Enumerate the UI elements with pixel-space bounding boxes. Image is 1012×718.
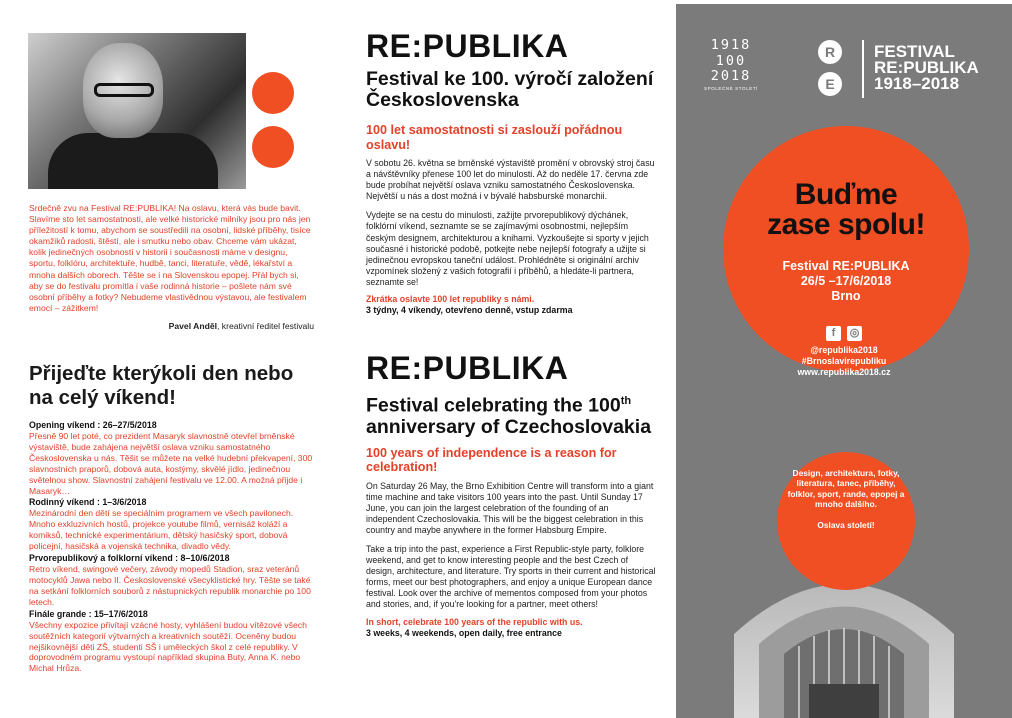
visit-heading: Přijeďte kterýkoli den nebo na celý víkend! bbox=[29, 362, 294, 409]
short-bold-cz: 3 týdny, 4 víkendy, otevřeno denně, vstup zdarma bbox=[366, 305, 573, 316]
short-red-cz: Zkrátka oslavte 100 let republiky s námi. bbox=[366, 294, 535, 305]
years-logo: 1918 100 2018 SPOLEČNÉ STOLETÍ bbox=[703, 37, 759, 91]
red-heading-cz: 100 let samostatnosti si zaslouží pořádnou oslavu! bbox=[366, 123, 623, 152]
english-section bbox=[366, 350, 658, 639]
program-text: Design, architektura, fotky, literatura, tanec, příběhy, folklor, sport, rande, epopej a mnoho dalšího. Oslava století! bbox=[785, 468, 907, 530]
paragraph-en-2: Take a trip into the past, experience a First Republic-style party, folklore weekend, and get to know interesting people and the best Czech of design, architecture, and literature. Try sports in their current and historical forms, meet our best photographers, and enjoy a unique European dance festival. Look over the archive of mementos composed from your photos and stories, and, if you're looking for a partner, meet others! bbox=[366, 543, 656, 610]
website-link[interactable]: www.republika2018.cz bbox=[797, 367, 891, 377]
social-block bbox=[676, 326, 1012, 378]
schedule-item bbox=[29, 553, 315, 608]
social-hashtag: #Brnoslavirepubliku bbox=[801, 356, 887, 366]
schedule-title: Prvorepublikový a folklorní víkend : 8–10/6/2018 bbox=[29, 553, 230, 564]
short-red-en: In short, celebrate 100 years of the republic with us. bbox=[366, 616, 583, 627]
decor-dot-top bbox=[252, 72, 294, 114]
poster-panel bbox=[676, 4, 1012, 718]
czech-section bbox=[366, 28, 658, 316]
festival-title: FESTIVAL RE:PUBLIKA 1918–2018 bbox=[874, 42, 979, 93]
instagram-icon[interactable]: ◎ bbox=[847, 326, 862, 341]
schedule-title: Opening víkend : 26–27/5/2018 bbox=[29, 420, 157, 430]
program-circle bbox=[777, 452, 915, 590]
facebook-icon[interactable]: f bbox=[826, 326, 841, 341]
red-heading-en: 100 years of independence is a reason for celebration! bbox=[366, 445, 617, 474]
schedule-text: Retro víkend, swingové večery, závody mopedů Stadion, sraz veteránů motocyklů Jawa nebo II. Československé všecyklistické hry. Těšte se také na setkání folklorních souborů z nástupnických republik monarchie po 100 letech. bbox=[29, 564, 311, 607]
paragraph-en-1: On Saturday 26 May, the Brno Exhibition Centre will transform into a giant time machine and take visitors 100 years into the past. Until Sunday 17 June, you can join the largest celebration of the founding of an independent Czechoslovakia. This will be the biggest celebration in this country and maybe anywhere in the former Habsburg Empire. bbox=[366, 480, 654, 535]
brand-title-en: RE:PUBLIKA bbox=[366, 350, 569, 386]
short-bold-en: 3 weeks, 4 weekends, open daily, free entrance bbox=[366, 627, 562, 638]
schedule-title: Rodinný víkend : 1–3/6/2018 bbox=[29, 497, 147, 508]
schedule-item bbox=[29, 420, 315, 496]
schedule-text: Všechny expozice přivítají vzácné hosty, vyhlášení budou vítězové všech soutěžních kategorií výtvarných a kreativních soutěží. Oceněny budou nejšikovnější děti ZŠ, studenti SŠ i uměleckých škol z celé republiky. V doprovodném programu vystoupí například skupina Buty, Anna K. nebo Michal Hrůza. bbox=[29, 619, 307, 674]
intro-text: Srdečně zvu na Festival RE:PUBLIKA! Na oslavu, která vás bude bavit. Slavíme sto let samostatnosti, ale velké historické milníky jsou pro nás jen příležitostí k tomu, abychom se soustředili na osobní, lidské příběhy, tisíce okamžiků radosti, štěstí, ale i smutku nebo obav. Chceme vám ukázat, kolik jedinečných osobností v historii i současnosti máme v designu, sportu, folklóru, architektuře, hudbě, tanci, literatuře, vědě, lékařství a mnoha dalších oborech. Těšte se i na Slovenskou epopej. Přál bych si, aby se do festivalu promítla i vaše rodinná historie – pošlete nám své osobní příběhy a fotky? Nebudeme vlastivědnou výstavou, ale festivalem emocí – zážitkem! bbox=[29, 203, 311, 313]
subtitle-en: Festival celebrating the 100th anniversary of Czechoslovakia bbox=[366, 394, 652, 438]
signature bbox=[29, 321, 314, 331]
paragraph-cz-1: V sobotu 26. května se brněnské výstaviště promění v obrovský stroj času a návštěvníky přenese 100 let do minulosti. Až do neděle 17. června zde bude probíhat největší oslava vzniku samostatného Československa. Největší u nás a dost možná i v bývalé habsburské monarchii. bbox=[366, 158, 655, 202]
decor-dot-bottom bbox=[252, 126, 294, 168]
logo-divider bbox=[862, 40, 864, 98]
schedule-text: Přesně 90 let poté, co prezident Masaryk slavnostně otevřel brněnské výstaviště, bude zahájena největší oslava vzniku samostatného Československa u nás. Těšit se můžete na velké hudební překvapení, 300 slavnostních praporů, dobová auta, kostýmy, skvělé jídlo, jedinečnou světelnou show. Slavnostní zahájení festivalu ve 12.00. A možná přijde i Masaryk… bbox=[29, 431, 313, 496]
schedule-title: Finále grande : 15–17/6/2018 bbox=[29, 608, 148, 619]
schedule-item bbox=[29, 609, 315, 675]
brand-title-cz: RE:PUBLIKA bbox=[366, 28, 569, 64]
program-cta: Oslava století! bbox=[817, 519, 875, 530]
schedule-list bbox=[29, 420, 315, 675]
re-logo: R E bbox=[818, 40, 842, 104]
signature-name: Pavel Anděl bbox=[168, 321, 218, 331]
social-handle[interactable]: @republika2018 bbox=[810, 345, 878, 355]
festival-info: Festival RE:PUBLIKA 26/5 –17/6/2018 Brno bbox=[782, 259, 910, 303]
signature-role: , kreativní ředitel festivalu bbox=[217, 321, 314, 331]
schedule-text: Mezinárodní den dětí se speciálním programem ve všech pavilonech. Mnoho exkluzivních hostů, projekce youtube filmů, vernisáž koláží a komiksů, technické experimentárium, dětský hasičský sport, dobová policejní, hasičská a vojenská technika, divadlo vědy. bbox=[29, 508, 294, 552]
subtitle-cz: Festival ke 100. výročí založení Československa bbox=[366, 68, 654, 111]
slogan: Buďme zase spolu! bbox=[767, 178, 925, 241]
portrait-photo bbox=[28, 33, 246, 189]
schedule-item bbox=[29, 497, 315, 552]
paragraph-cz-2: Vydejte se na cestu do minulosti, zažijte prvorepublikový dýchánek, folklórní víkend, seznamte se se zajímavými osobnostmi, nejlepším českým designem, architekturou a knihami. Vyzkoušejte si sporty v jejich současné i historické podobě, potkejte nebe nejlepší fotografy a užijte si jedinečnou evropskou taneční událost. Prohlédněte si originální archiv vzpomínek složený z vašich fotografií i příběhů, a hledáte-li partnera, seznamte se! bbox=[366, 210, 649, 287]
